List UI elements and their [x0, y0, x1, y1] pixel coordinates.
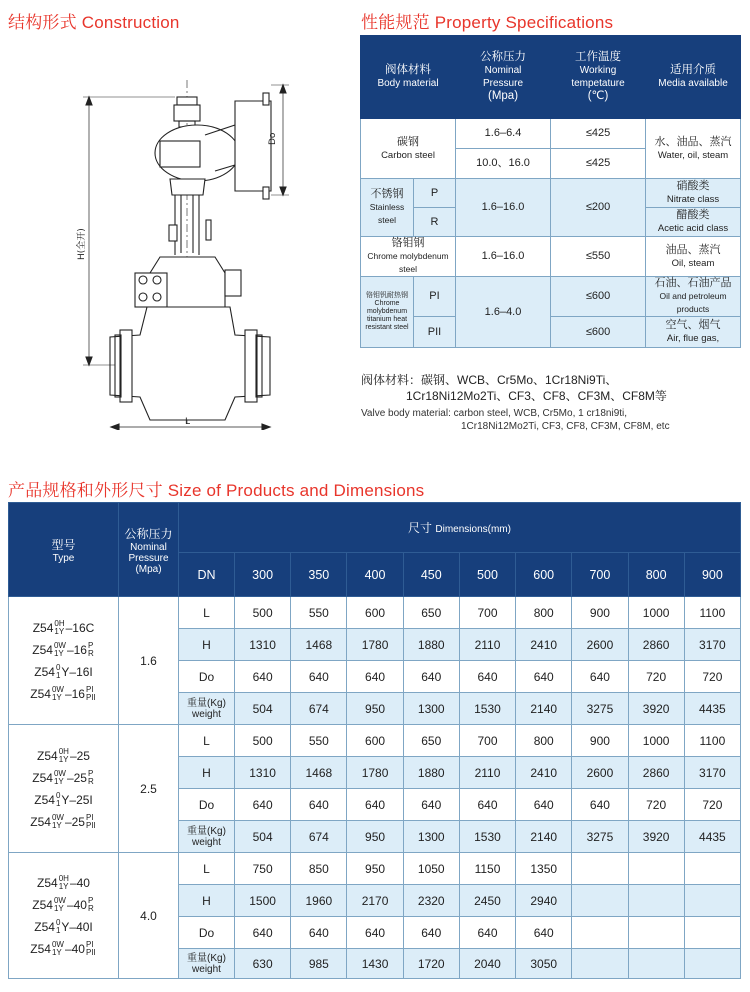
dim-cell: 1780	[347, 757, 403, 789]
stainless-code-r: R	[414, 208, 456, 237]
dim-cell: 1430	[347, 949, 403, 979]
nominal-pressure-value: 2.5	[119, 725, 179, 853]
dim-cell: 4435	[684, 693, 740, 725]
dim-cell	[572, 917, 628, 949]
dim-cell: 600	[347, 725, 403, 757]
header-dn-600: 600	[516, 553, 572, 597]
dim-cell: 2940	[516, 885, 572, 917]
dim-cell: 640	[291, 661, 347, 693]
ti-temp-2: ≤600	[551, 317, 646, 348]
dim-cell: 640	[347, 917, 403, 949]
type-model: Z54 0H 1Y –25	[37, 747, 90, 765]
property-title: 性能规范 Property Specifications	[361, 13, 614, 32]
dim-cell: 720	[684, 661, 740, 693]
dim-row-L	[9, 597, 741, 629]
dim-cell: 500	[235, 597, 291, 629]
dim-cell: 550	[291, 725, 347, 757]
dim-cell: 1300	[403, 693, 459, 725]
dim-cell: 1150	[459, 853, 515, 885]
dim-cell: 1530	[459, 821, 515, 853]
carbon-pressure-2: 10.0、16.0	[456, 149, 551, 179]
dim-cell: 1000	[628, 725, 684, 757]
dim-cell	[572, 853, 628, 885]
header-nominal-pressure: 公称压力 Nominal Pressure (Mpa)	[456, 36, 551, 119]
dim-cell: 2140	[516, 821, 572, 853]
dim-cell: 900	[572, 597, 628, 629]
dim-cell: 1300	[403, 821, 459, 853]
dim-cell: 640	[347, 789, 403, 821]
dim-cell	[572, 885, 628, 917]
spec-row-carbon-1	[361, 119, 741, 149]
type-list	[9, 597, 119, 725]
dim-cell: 650	[403, 725, 459, 757]
dim-cell: 674	[291, 693, 347, 725]
dim-cell: 600	[347, 597, 403, 629]
chrome-pressure: 1.6–16.0	[456, 237, 551, 277]
dim-cell: 1100	[684, 725, 740, 757]
dim-label-weight: 重量(Kg) weight	[179, 821, 235, 853]
dim-cell: 640	[572, 661, 628, 693]
dim-cell: 640	[403, 661, 459, 693]
stainless-temp: ≤200	[551, 179, 646, 237]
header-type: 型号 Type	[9, 503, 119, 597]
type-model: Z54 0W 1Y –16 P R	[32, 641, 94, 659]
dim-cell: 720	[628, 661, 684, 693]
type-model: Z54 0W 1Y –25 PI PII	[30, 813, 96, 831]
dim-cell: 2320	[403, 885, 459, 917]
dim-cell: 985	[291, 949, 347, 979]
dim-cell	[628, 917, 684, 949]
carbon-pressure-1: 1.6–6.4	[456, 119, 551, 149]
dim-cell: 2110	[459, 757, 515, 789]
material-ti: 铬钼钒耐热钢 Chrome molybdenum titanium heat resistant steel	[361, 277, 414, 348]
carbon-temp-2: ≤425	[551, 149, 646, 179]
dim-label-L: L	[179, 597, 235, 629]
spec-row-chrome	[361, 237, 741, 277]
dim-cell: 640	[459, 917, 515, 949]
material-carbon: 碳钢 Carbon steel	[361, 119, 456, 179]
type-model: Z54 0W 1Y –25 P R	[32, 769, 94, 787]
dim-cell	[628, 885, 684, 917]
dim-cell	[628, 949, 684, 979]
dim-label-L: L	[179, 853, 235, 885]
ti-code-pi: PI	[414, 277, 456, 317]
type-list	[9, 853, 119, 979]
dim-cell: 1720	[403, 949, 459, 979]
label-l: L	[185, 417, 191, 427]
valve-construction-diagram	[75, 75, 300, 430]
dim-cell: 640	[516, 917, 572, 949]
dim-cell: 640	[235, 917, 291, 949]
dim-label-weight: 重量(Kg) weight	[179, 949, 235, 979]
dim-cell: 900	[572, 725, 628, 757]
header-dn-800: 800	[628, 553, 684, 597]
header-dn-500: 500	[459, 553, 515, 597]
dim-cell: 950	[347, 821, 403, 853]
type-model: Z54 0H 1Y –16C	[32, 619, 95, 637]
spec-header-row	[361, 36, 741, 119]
label-do: Do	[268, 132, 278, 145]
dim-cell: 630	[235, 949, 291, 979]
material-stainless: 不锈钢 Stainless steel	[361, 179, 414, 237]
spec-row-stainless-1	[361, 179, 741, 208]
ti-code-pii: PII	[414, 317, 456, 348]
type-model: Z54 0H 1Y –40	[37, 874, 90, 892]
dim-cell	[628, 853, 684, 885]
dim-cell: 800	[516, 725, 572, 757]
dim-cell: 650	[403, 597, 459, 629]
dim-cell: 800	[516, 597, 572, 629]
header-dn-900: 900	[684, 553, 740, 597]
dim-label-weight: 重量(Kg) weight	[179, 693, 235, 725]
dim-cell: 1000	[628, 597, 684, 629]
dim-cell: 1350	[516, 853, 572, 885]
dim-cell: 750	[235, 853, 291, 885]
chrome-temp: ≤550	[551, 237, 646, 277]
dim-cell: 640	[516, 789, 572, 821]
dim-label-Do: Do	[179, 661, 235, 693]
dim-row-L	[9, 725, 741, 757]
dim-cell: 1468	[291, 629, 347, 661]
dim-cell: 3275	[572, 821, 628, 853]
type-model: Z54 0W 1Y –40 P R	[32, 896, 94, 914]
construction-title: 结构形式 Construction	[8, 13, 180, 32]
dim-cell: 1880	[403, 629, 459, 661]
dim-cell	[684, 853, 740, 885]
dim-cell: 2170	[347, 885, 403, 917]
dim-cell: 950	[347, 693, 403, 725]
stainless-media-1: 硝酸类 Nitrate class	[646, 179, 741, 208]
type-model: Z54 0 1 Y–16I	[34, 663, 93, 681]
dim-cell: 3170	[684, 757, 740, 789]
dim-cell: 500	[235, 725, 291, 757]
dim-cell: 720	[684, 789, 740, 821]
dim-label-L: L	[179, 725, 235, 757]
header-body-material: 阀体材料 Body material	[361, 36, 456, 119]
dim-cell: 1100	[684, 597, 740, 629]
dim-cell: 700	[459, 597, 515, 629]
dim-cell: 3050	[516, 949, 572, 979]
header-dimensions: 尺寸 Dimensions(mm)	[179, 503, 741, 553]
carbon-temp-1: ≤425	[551, 119, 646, 149]
dim-cell	[684, 949, 740, 979]
type-model: Z54 0W 1Y –40 PI PII	[30, 940, 96, 958]
dim-cell: 1310	[235, 757, 291, 789]
material-chrome: 铬钼钢 Chrome molybdenum steel	[361, 237, 456, 277]
header-working-temperature: 工作温度 Working tempetature (℃)	[551, 36, 646, 119]
dim-cell: 2860	[628, 757, 684, 789]
dim-cell: 1960	[291, 885, 347, 917]
dim-cell: 2040	[459, 949, 515, 979]
dim-cell: 1500	[235, 885, 291, 917]
dim-cell: 640	[291, 789, 347, 821]
header-dn-300: 300	[235, 553, 291, 597]
dim-label-H: H	[179, 757, 235, 789]
dim-cell: 700	[459, 725, 515, 757]
dim-cell: 2410	[516, 629, 572, 661]
dim-cell: 640	[459, 789, 515, 821]
dim-cell: 1530	[459, 693, 515, 725]
dim-row-L	[9, 853, 741, 885]
dim-cell	[684, 885, 740, 917]
type-model: Z54 0 1 Y–25I	[34, 791, 93, 809]
nominal-pressure-value: 4.0	[119, 853, 179, 979]
ti-media-1: 石油、石油产品 Oil and petroleum products	[646, 277, 741, 317]
type-model: Z54 0W 1Y –16 PI PII	[30, 685, 96, 703]
dim-cell: 3920	[628, 821, 684, 853]
dim-cell: 950	[347, 853, 403, 885]
dim-cell: 640	[235, 789, 291, 821]
dim-cell: 3920	[628, 693, 684, 725]
header-dn-350: 350	[291, 553, 347, 597]
dim-cell: 4435	[684, 821, 740, 853]
dim-cell: 1468	[291, 757, 347, 789]
material-note-en: Valve body material: carbon steel, WCB, Cr5Mo, 1 cr18ni9ti, 1Cr18Ni12Mo2Ti, CF3, CF8, CF3M, CF8M, etc	[361, 408, 670, 432]
dim-cell: 3170	[684, 629, 740, 661]
material-note-cn: 阀体材料：碳钢、WCB、Cr5Mo、1Cr18Ni9Ti、 1Cr18Ni12Mo2Ti、CF3、CF8、CF3M、CF8M等	[361, 373, 667, 403]
dim-label-Do: Do	[179, 917, 235, 949]
header-dn-700: 700	[572, 553, 628, 597]
header-dn-450: 450	[403, 553, 459, 597]
dim-cell	[572, 949, 628, 979]
dim-cell: 1880	[403, 757, 459, 789]
dim-cell: 2600	[572, 757, 628, 789]
dim-cell: 2140	[516, 693, 572, 725]
dim-cell: 2450	[459, 885, 515, 917]
dim-cell: 640	[291, 917, 347, 949]
dim-cell: 2110	[459, 629, 515, 661]
property-spec-table	[360, 35, 741, 348]
dim-cell: 640	[459, 661, 515, 693]
stainless-code-p: P	[414, 179, 456, 208]
type-model: Z54 0 1 Y–40I	[34, 918, 93, 936]
header-dn-400: 400	[347, 553, 403, 597]
dim-cell: 2860	[628, 629, 684, 661]
dim-cell: 504	[235, 821, 291, 853]
chrome-media: 油品、蒸汽 Oil, steam	[646, 237, 741, 277]
dim-cell: 1780	[347, 629, 403, 661]
spec-row-ti-1	[361, 277, 741, 317]
dim-cell: 640	[403, 917, 459, 949]
carbon-media: 水、油品、蒸汽 Water, oil, steam	[646, 119, 741, 179]
stainless-pressure: 1.6–16.0	[456, 179, 551, 237]
dim-cell: 674	[291, 821, 347, 853]
dim-cell: 640	[516, 661, 572, 693]
dim-cell: 1050	[403, 853, 459, 885]
dim-cell: 2410	[516, 757, 572, 789]
dim-label-H: H	[179, 885, 235, 917]
dim-label-H: H	[179, 629, 235, 661]
dim-cell: 640	[572, 789, 628, 821]
dim-cell: 640	[347, 661, 403, 693]
dim-cell: 640	[235, 661, 291, 693]
nominal-pressure-value: 1.6	[119, 597, 179, 725]
dimensions-table	[8, 502, 741, 979]
dim-cell: 3275	[572, 693, 628, 725]
header-pressure: 公称压力 Nominal Pressure (Mpa)	[119, 503, 179, 597]
dim-label-Do: Do	[179, 789, 235, 821]
dim-cell: 550	[291, 597, 347, 629]
dim-cell: 1310	[235, 629, 291, 661]
ti-pressure: 1.6–4.0	[456, 277, 551, 348]
header-dn: DN	[179, 553, 235, 597]
dim-cell: 850	[291, 853, 347, 885]
spec-row-ti-2	[361, 317, 741, 348]
dim-cell: 2600	[572, 629, 628, 661]
ti-temp-1: ≤600	[551, 277, 646, 317]
ti-media-2: 空气、烟气 Air, flue gas,	[646, 317, 741, 348]
label-h: H(全开)	[77, 228, 87, 260]
stainless-media-2: 醋酸类 Acetic acid class	[646, 208, 741, 237]
header-media: 适用介质 Media available	[646, 36, 741, 119]
dim-cell	[684, 917, 740, 949]
type-list	[9, 725, 119, 853]
dim-cell: 504	[235, 693, 291, 725]
dim-cell: 720	[628, 789, 684, 821]
dimensions-title: 产品规格和外形尺寸 Size of Products and Dimensions	[8, 481, 425, 500]
dim-cell: 640	[403, 789, 459, 821]
